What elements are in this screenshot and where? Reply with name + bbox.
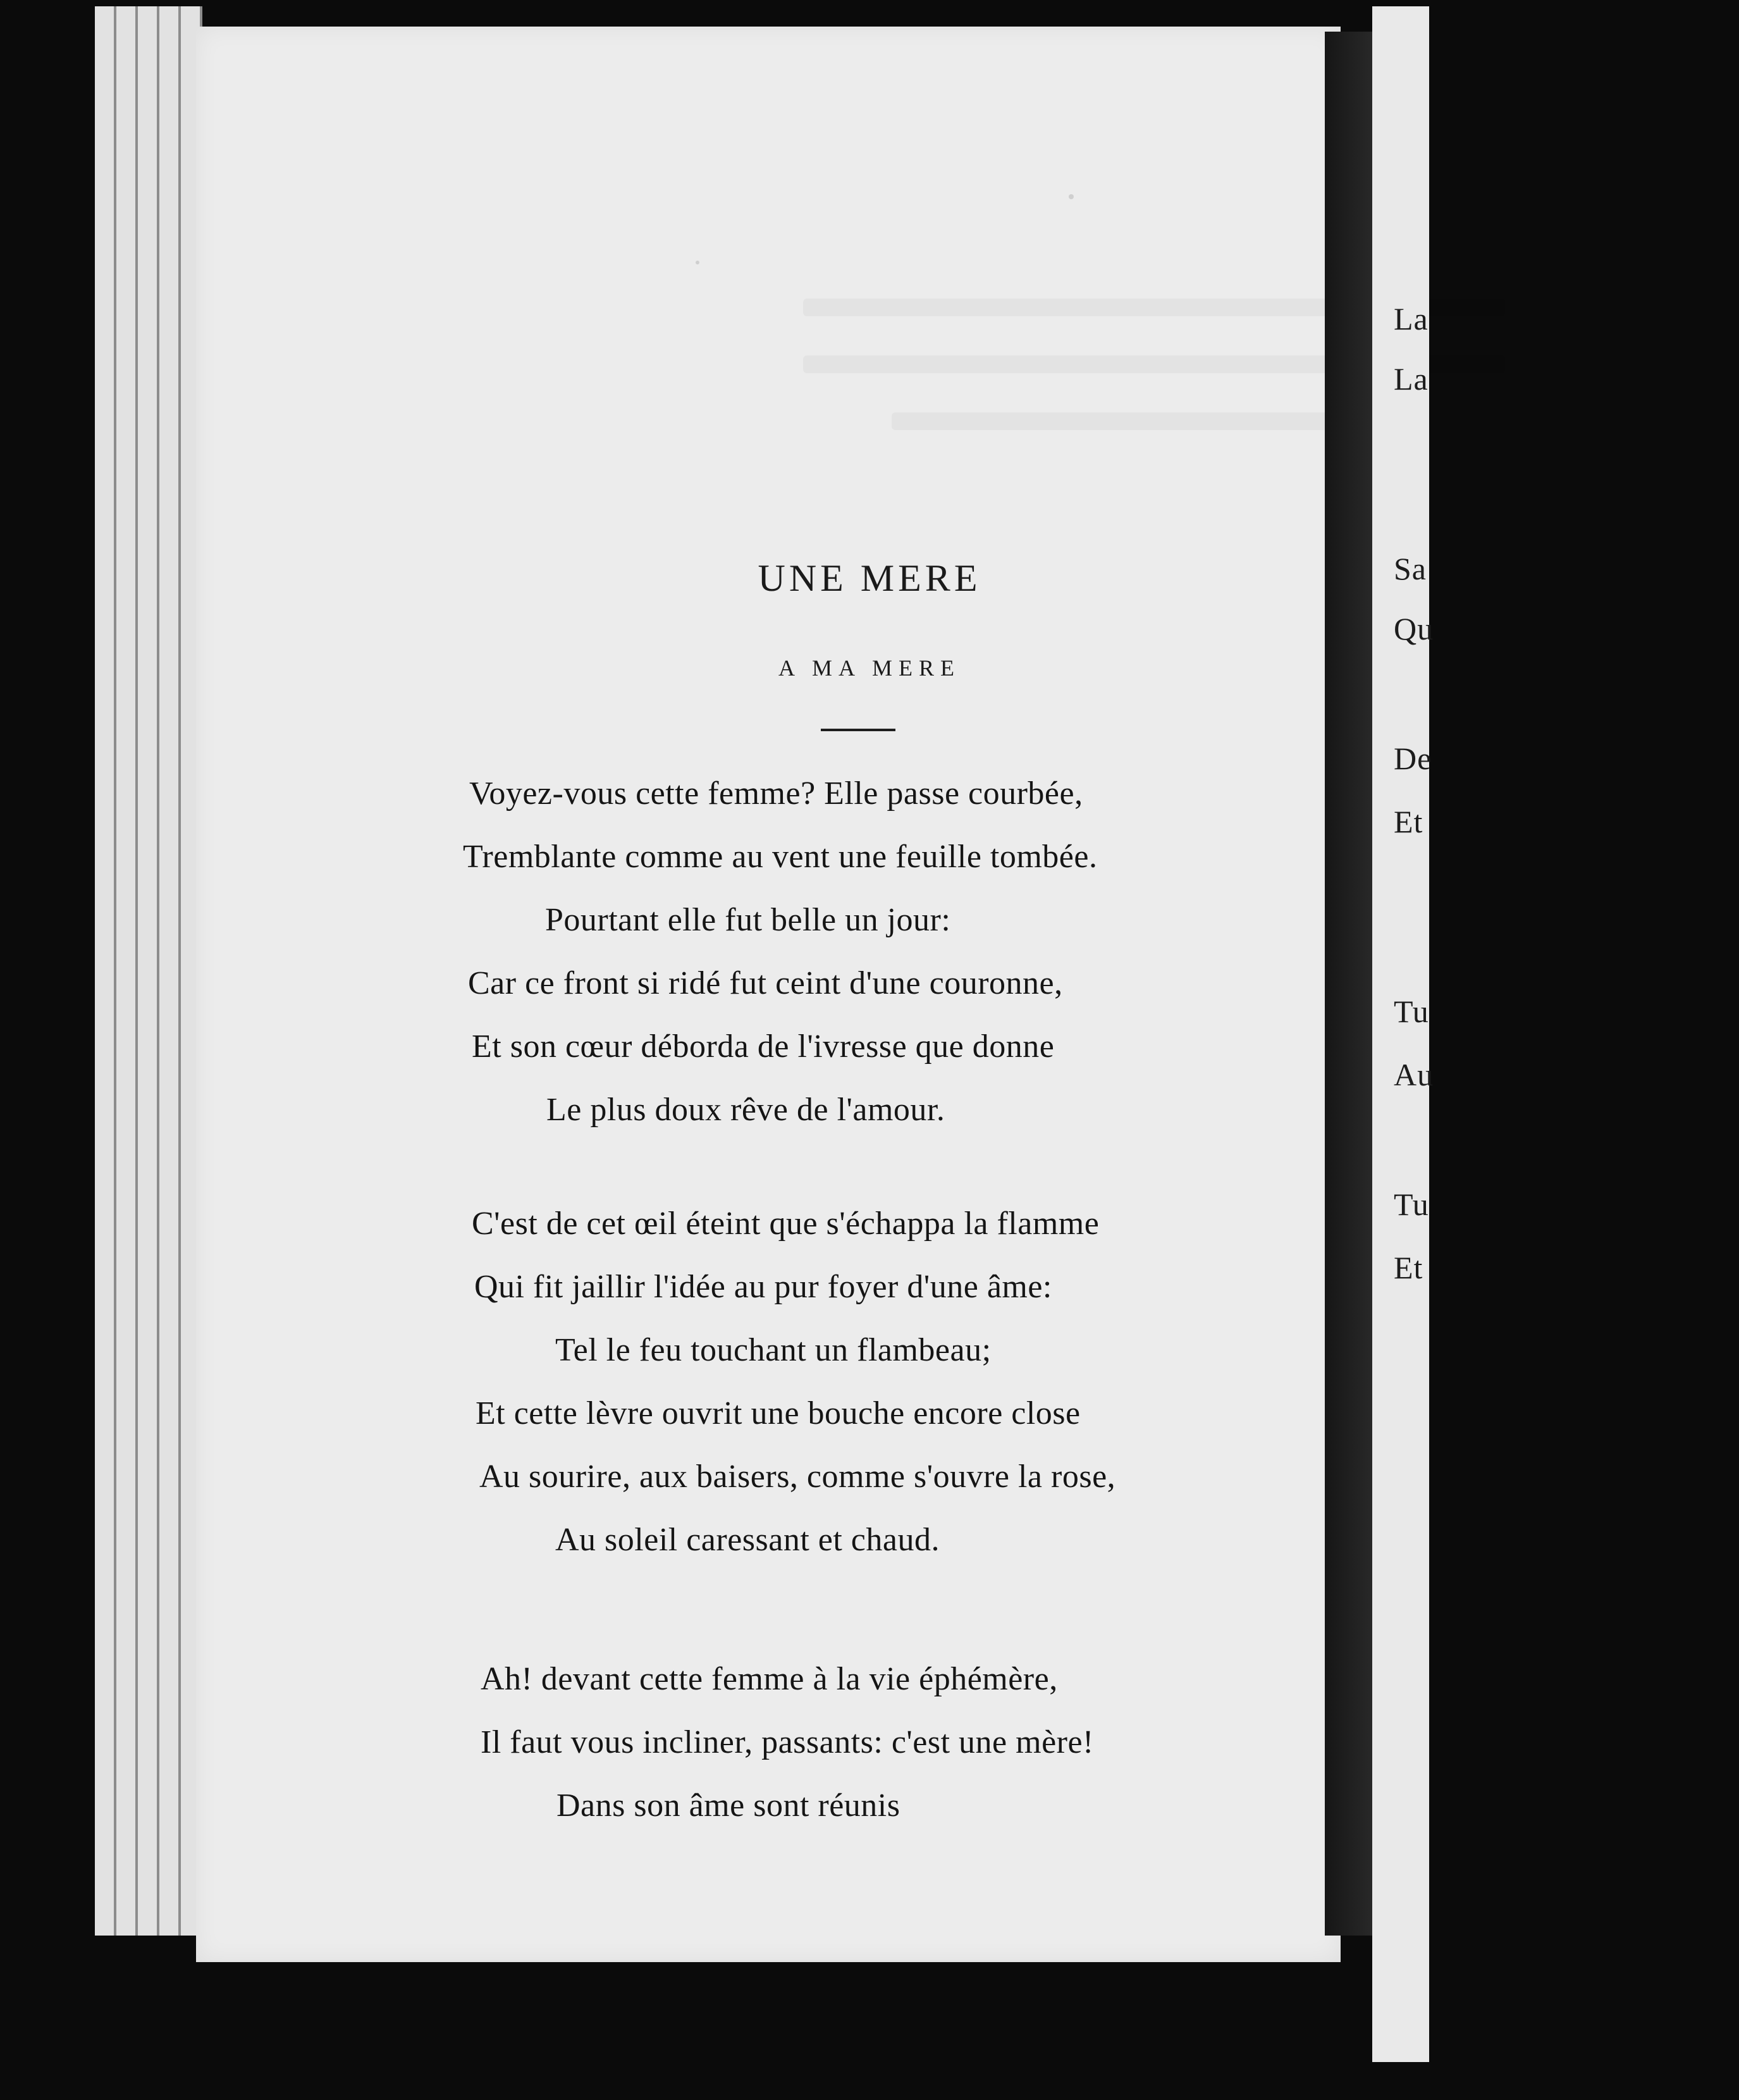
facing-page-fragment: Au — [1394, 1057, 1434, 1092]
bleed-through-text — [892, 412, 1334, 430]
poem-line: Au soleil caressant et chaud. — [555, 1522, 940, 1558]
poem-dedication: A MA MERE — [778, 655, 961, 681]
poem-line: Car ce front si ridé fut ceint d'une couronne, — [468, 965, 1063, 1001]
poem-line: Le plus doux rêve de l'amour. — [546, 1092, 945, 1128]
facing-page-fragment: De — [1394, 741, 1432, 776]
poem-title: UNE MERE — [758, 557, 981, 599]
page-edge — [159, 6, 181, 1936]
poem-line: Qui fit jaillir l'idée au pur foyer d'une âme: — [474, 1269, 1052, 1305]
poem-line: Dans son âme sont réunis — [556, 1788, 900, 1824]
poem-line: Pourtant elle fut belle un jour: — [545, 902, 951, 938]
poem-line: Tel le feu touchant un flambeau; — [555, 1332, 992, 1368]
paper-speck — [696, 261, 699, 264]
facing-page — [1372, 6, 1434, 2062]
poem-line: Et son cœur déborda de l'ivresse que donne — [472, 1028, 1055, 1065]
facing-page-fragment: Qu — [1394, 611, 1434, 646]
page-edge — [95, 6, 116, 1936]
poem-line: Tremblante comme au vent une feuille tombée. — [463, 839, 1098, 875]
book-gutter — [1325, 32, 1377, 1936]
facing-page-fragment: La — [1394, 301, 1429, 337]
facing-page-fragment: Sa — [1394, 551, 1427, 586]
facing-page-fragment: Et — [1394, 1250, 1423, 1285]
page-edge — [116, 6, 138, 1936]
facing-page-fragment: Tu — [1394, 1187, 1429, 1222]
poem-line: Et cette lèvre ouvrit une bouche encore close — [476, 1395, 1081, 1431]
poem-line: Au sourire, aux baisers, comme s'ouvre la rose, — [479, 1459, 1116, 1495]
facing-page-fragment: Tu — [1394, 994, 1429, 1029]
poem-line: Voyez-vous cette femme? Elle passe courbée, — [469, 775, 1083, 812]
poem-line: Il faut vous incliner, passants: c'est une mère! — [481, 1724, 1094, 1760]
facing-page-fragment: Et — [1394, 804, 1423, 839]
facing-page-fragment: La — [1394, 361, 1429, 397]
page-edge — [138, 6, 159, 1936]
paper-speck — [1069, 194, 1074, 199]
title-rule — [821, 729, 895, 731]
poem-line: Ah! devant cette femme à la vie éphémère, — [481, 1661, 1058, 1697]
poem-line: C'est de cet œil éteint que s'échappa la flamme — [472, 1206, 1100, 1242]
